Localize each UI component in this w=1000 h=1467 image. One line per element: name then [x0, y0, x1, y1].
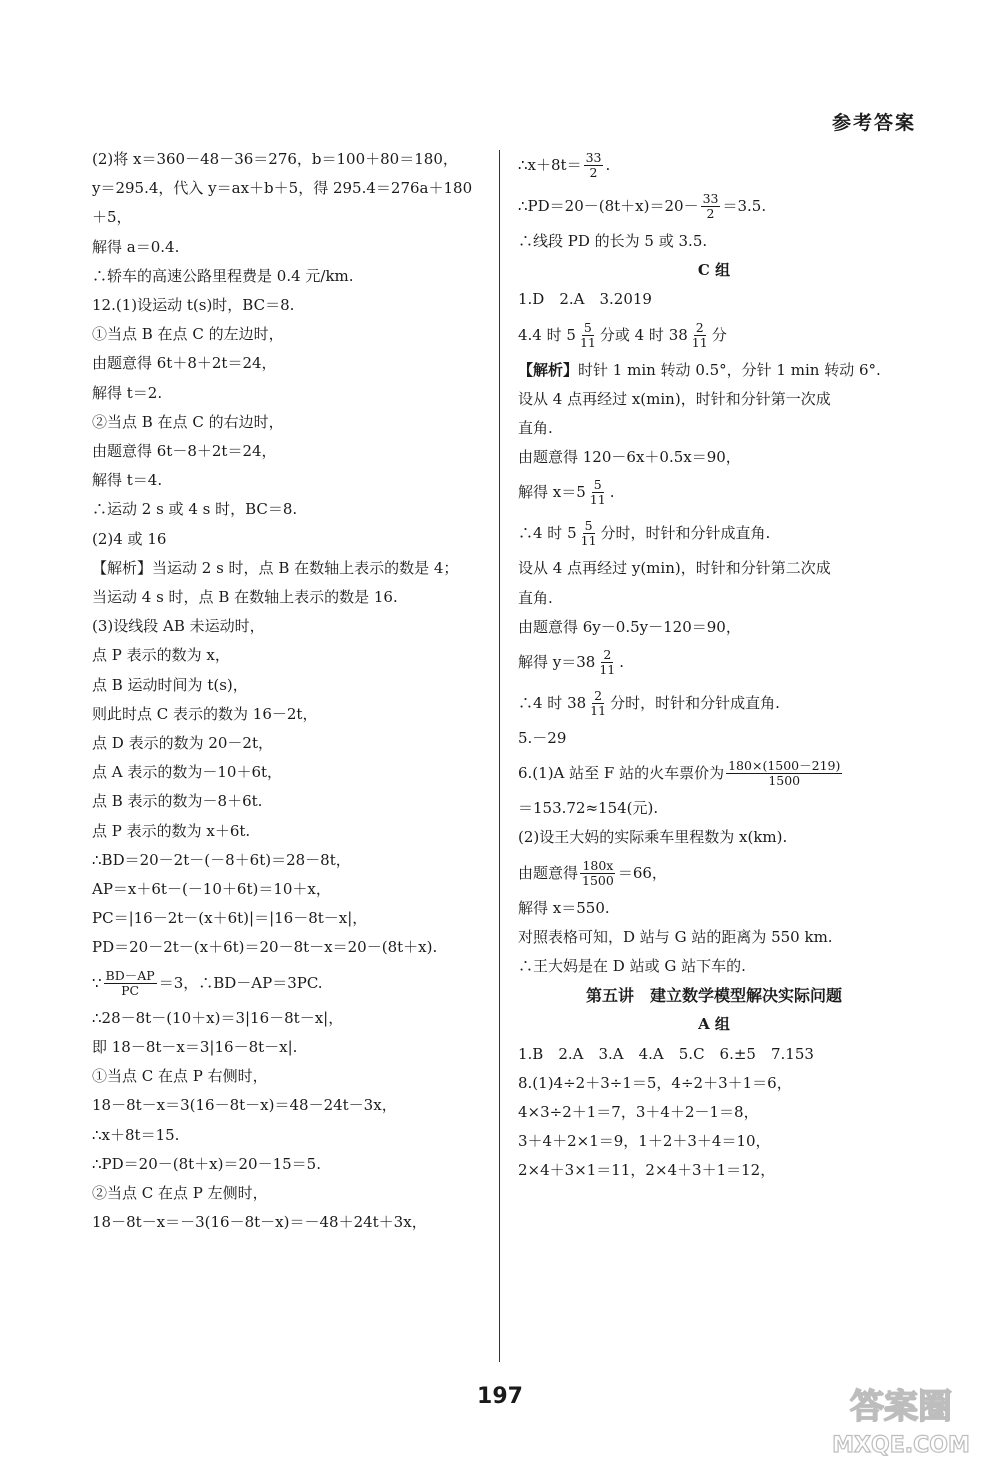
text-segment: ＝3，∴BD－AP＝3PC. — [158, 973, 323, 992]
text-line: 直角. — [518, 419, 553, 438]
text-line: 解得 t＝4. — [92, 471, 163, 490]
text-line: (3)设线段 AB 未运动时， — [92, 617, 265, 636]
fraction-line — [518, 186, 910, 227]
numerator: 5 — [593, 477, 602, 493]
text-line: 解得 t＝2. — [92, 383, 163, 402]
text-line: 由题意得 6y－0.5y－120＝90， — [518, 617, 741, 636]
text-segment: ∴4 时 5 — [518, 524, 577, 543]
text-line: 则此时点 C 表示的数为 16－2t， — [92, 704, 318, 723]
numerator: 33 — [585, 150, 602, 165]
text-segment: ＝3.5. — [722, 196, 767, 215]
analysis-label: 【解析】 — [518, 360, 579, 379]
analysis-line — [518, 356, 910, 385]
text-segment: 分或 4 时 38 — [599, 325, 688, 344]
numerator: 2 — [695, 319, 704, 335]
text-line: 解得 a＝0.4. — [92, 237, 180, 256]
text-segment: 分 — [711, 325, 727, 344]
denominator: 2 — [706, 206, 715, 221]
text-segment: 4.4 时 5 — [518, 325, 576, 344]
denominator: 1500 — [582, 872, 614, 888]
header-title: 参考答案 — [831, 112, 916, 134]
fraction — [597, 648, 617, 677]
text-line: 4×3÷2＋1＝7，3＋4＋2－1＝8， — [518, 1103, 759, 1122]
text-line: 直角. — [518, 588, 553, 607]
text-line: ∴28－8t－(10＋x)＝3|16－8t－x|， — [92, 1008, 344, 1027]
text-line: ①当点 C 在点 P 右侧时， — [92, 1067, 268, 1086]
text-line: 3＋4＋2×1＝9，1＋2＋3＋4＝10， — [518, 1132, 771, 1151]
denominator: 1500 — [768, 773, 801, 789]
denominator: 11 — [579, 334, 596, 350]
text-segment: 由题意得 — [518, 863, 579, 882]
text-line: ②当点 C 在点 P 左侧时， — [92, 1183, 268, 1202]
fraction — [588, 689, 608, 718]
numerator: 2 — [594, 688, 603, 704]
text-segment: . — [619, 652, 625, 671]
text-line: 2×4＋3×1＝11，2×4＋3＋1＝12， — [518, 1161, 776, 1180]
text-line: PD＝20－2t－(x＋6t)＝20－8t－x＝20－(8t＋x). — [92, 938, 438, 957]
fraction — [104, 969, 157, 998]
fraction — [579, 519, 599, 548]
text-line: ∴x＋8t＝15. — [92, 1125, 180, 1144]
text-line: ∴线段 PD 的长为 5 或 3.5. — [518, 232, 708, 250]
numerator: 5 — [584, 518, 593, 534]
denominator: 11 — [599, 662, 616, 678]
watermark-logo — [812, 1380, 990, 1460]
group-title: A 组 — [698, 1015, 730, 1034]
denominator: PC — [121, 982, 140, 998]
fraction-line — [518, 683, 910, 724]
text-segment: 分时，时针和分针成直角. — [600, 524, 771, 543]
left-column — [92, 145, 487, 1237]
text-line: (2)将 x＝360－48－36＝276，b＝100＋80＝180， — [92, 150, 458, 168]
fraction — [580, 859, 616, 888]
text-line: 点 B 表示的数为－8＋6t. — [92, 792, 263, 811]
fraction-line — [518, 145, 910, 186]
fraction — [726, 759, 842, 788]
text-line: ∴BD＝20－2t－(－8＋6t)＝28－8t， — [92, 850, 351, 869]
text-line: 1.D 2.A 3.2019 — [518, 290, 652, 309]
text-segment: ∵ — [92, 973, 102, 992]
numerator: 5 — [583, 319, 592, 335]
text-line: 12.(1)设运动 t(s)时，BC＝8. — [92, 296, 295, 315]
text-segment: ＝66， — [617, 863, 667, 882]
fraction-line — [518, 513, 910, 554]
denominator: 2 — [589, 165, 598, 180]
fraction-line — [92, 963, 487, 1004]
text-line: ①当点 B 在点 C 的左边时， — [92, 325, 284, 344]
text-segment: 解得 x＝5 — [518, 483, 586, 502]
text-segment: . — [605, 155, 611, 174]
numerator: BD－AP — [105, 967, 155, 983]
numerator: 180x — [582, 857, 614, 873]
fraction-line — [518, 753, 910, 794]
text-segment: 解得 y＝38 — [518, 652, 596, 671]
numerator: 180×(1500－219) — [728, 758, 841, 774]
text-segment: 分时，时针和分针成直角. — [610, 693, 780, 712]
text-line: ＝153.72≈154(元). — [518, 799, 659, 818]
text-line: ＋5， — [92, 208, 132, 227]
text-line: ∴轿车的高速公路里程费是 0.4 元/km. — [92, 266, 354, 285]
text-line: 18－8t－x＝3(16－8t－x)＝48－24t－3x， — [92, 1096, 397, 1115]
text-segment: ∴4 时 38 — [518, 693, 587, 712]
denominator: 11 — [590, 703, 607, 719]
text-line: 5.－29 — [518, 729, 567, 748]
text-line: 18－8t－x＝－3(16－8t－x)＝－48＋24t＋3x， — [92, 1213, 427, 1232]
text-segment: ∴PD＝20－(8t＋x)＝20－ — [518, 196, 699, 215]
page-number: 197 — [477, 1384, 523, 1409]
fraction-line — [518, 472, 910, 513]
text-line: 当运动 4 s 时，点 B 在数轴上表示的数是 16. — [92, 588, 398, 607]
column-divider — [499, 150, 500, 1362]
text-line: 对照表格可知，D 站与 G 站的距离为 550 km. — [518, 927, 833, 946]
fraction-line — [518, 853, 910, 894]
text-line: ②当点 B 在点 C 的右边时， — [92, 412, 284, 431]
text-line: 解得 x＝550. — [518, 898, 610, 917]
text-line: 由题意得 6t－8＋2t＝24， — [92, 442, 277, 461]
fraction — [584, 151, 604, 180]
denominator: 11 — [589, 492, 606, 508]
right-column — [518, 145, 910, 1186]
text-line: (2)4 或 16 — [92, 529, 167, 548]
group-title: C 组 — [697, 261, 731, 280]
text-line: 点 P 表示的数为 x＋6t. — [92, 821, 251, 840]
text-line: 设从 4 点再经过 y(min)，时针和分针第二次成 — [518, 559, 831, 578]
watermark-url: MXQE.COM — [832, 1433, 970, 1458]
text-line: y＝295.4，代入 y＝ax＋b＋5，得 295.4＝276a＋180 — [92, 179, 473, 198]
text-line: PC＝|16－2t－(x＋6t)|＝|16－8t－x|， — [92, 909, 368, 928]
section-title: 第五讲 建立数学模型解决实际问题 — [585, 986, 842, 1006]
text-line: 点 A 表示的数为－10＋6t， — [92, 763, 283, 782]
text-line: 点 P 表示的数为 x， — [92, 646, 230, 665]
text-line: (2)设王大妈的实际乘车里程数为 x(km). — [518, 828, 788, 847]
watermark-text: 答案圈 — [850, 1387, 952, 1427]
text-line: ∴PD＝20－(8t＋x)＝20－15＝5. — [92, 1154, 321, 1173]
denominator: 11 — [691, 334, 708, 350]
text-line: 8.(1)4÷2＋3÷1＝5，4÷2＋3＋1＝6， — [518, 1073, 792, 1092]
text-line: 由题意得 6t＋8＋2t＝24， — [92, 354, 277, 373]
text-line: 设从 4 点再经过 x(min)，时针和分针第一次成 — [518, 389, 831, 408]
text-line: 点 B 运动时间为 t(s)， — [92, 675, 248, 694]
text-segment: . — [609, 483, 615, 502]
text-line: ∴运动 2 s 或 4 s 时，BC＝8. — [92, 500, 298, 519]
text-line: 【解析】当运动 2 s 时，点 B 在数轴上表示的数是 4； — [92, 558, 459, 577]
fraction — [588, 478, 608, 507]
fraction-line — [518, 642, 910, 683]
fraction — [701, 192, 721, 221]
text-line: 由题意得 120－6x＋0.5x＝90， — [518, 448, 741, 467]
denominator: 11 — [580, 533, 597, 549]
numerator: 33 — [702, 191, 719, 206]
text-segment: 时针 1 min 转动 0.5°，分针 1 min 转动 6°. — [578, 360, 881, 379]
text-line: 即 18－8t－x＝3|16－8t－x|. — [92, 1037, 298, 1056]
text-line: AP＝x＋6t－(－10＋6t)＝10＋x， — [92, 880, 331, 899]
text-line: 1.B 2.A 3.A 4.A 5.C 6.±5 7.153 — [518, 1044, 814, 1063]
text-segment: ∴x＋8t＝ — [518, 155, 582, 174]
fraction — [690, 321, 710, 350]
text-line: 点 D 表示的数为 20－2t， — [92, 734, 273, 753]
numerator: 2 — [603, 647, 612, 663]
text-segment: 6.(1)A 站至 F 站的火车票价为 — [518, 764, 725, 783]
fraction — [578, 321, 598, 350]
fraction-line — [518, 315, 910, 356]
text-line: ∴王大妈是在 D 站或 G 站下车的. — [518, 957, 746, 976]
